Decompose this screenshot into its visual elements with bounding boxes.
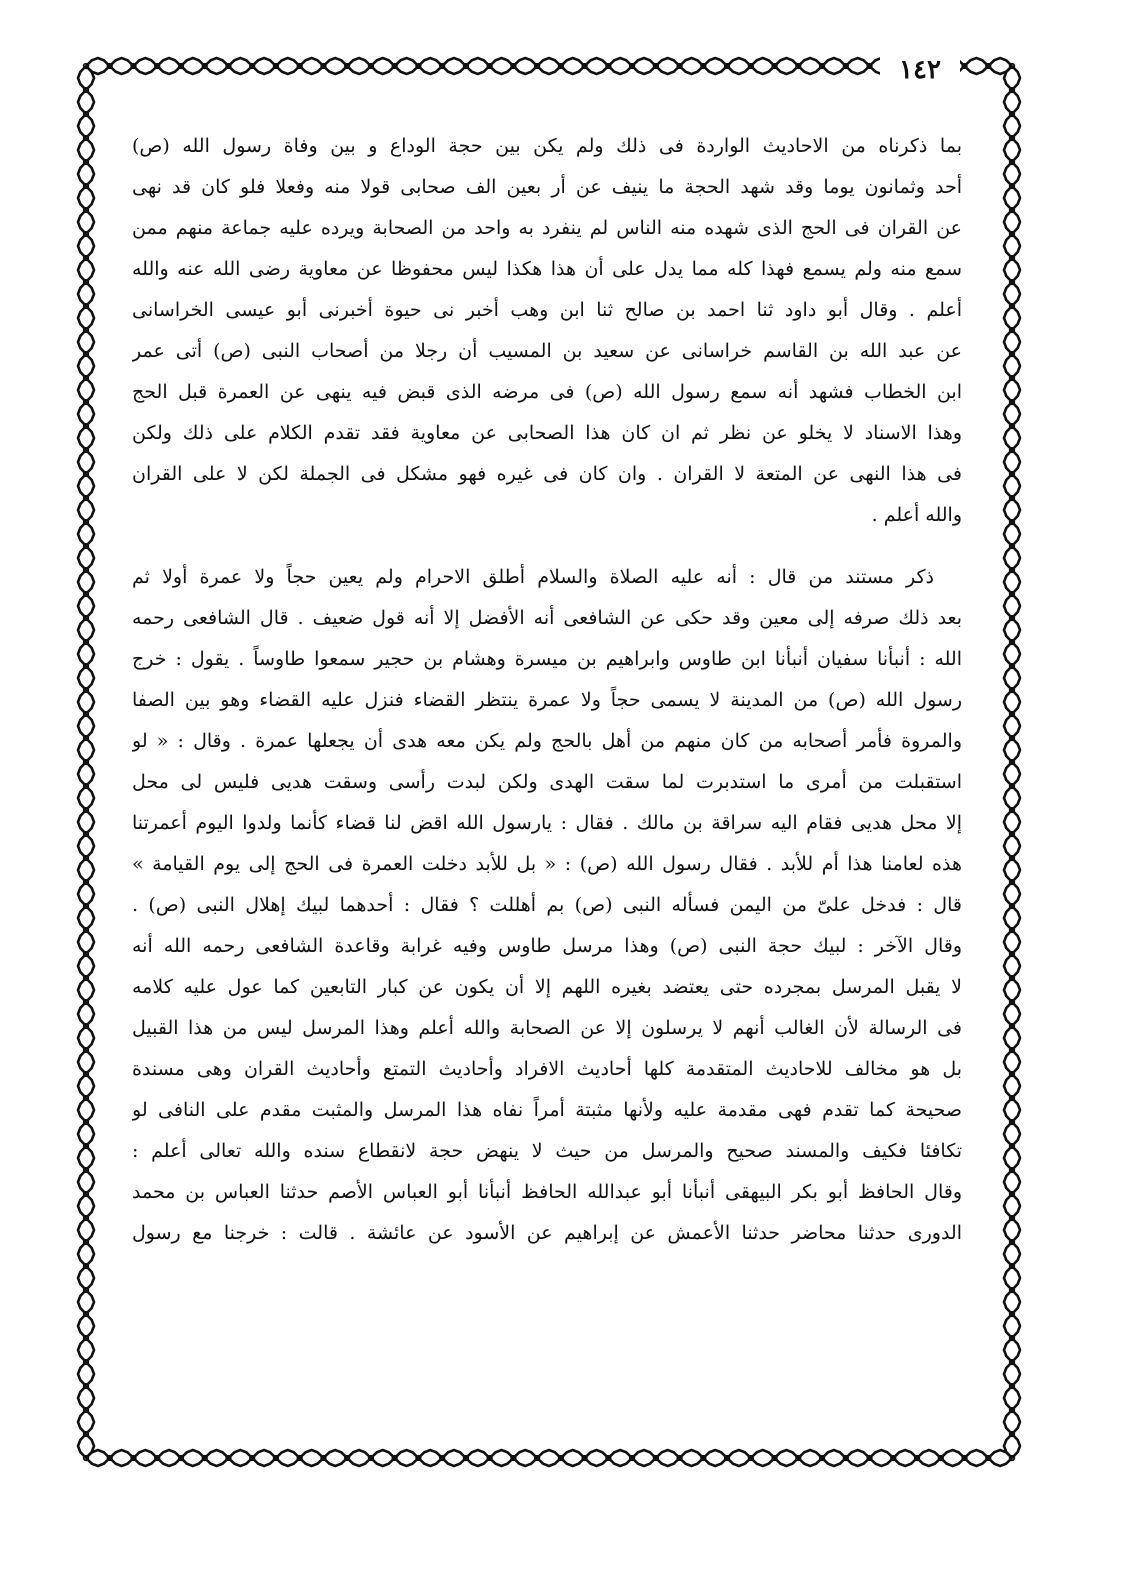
text-line: الدورى حدثنا محاضر حدثنا الأعمش عن إبراهيم عن الأسود عن عائشة . قالت : خرجنا مع رسول — [132, 1222, 962, 1244]
text-line: بعد ذلك صرفه إلى معين وقد حكى عن الشافعى أنه الأفضل إلا أنه قول ضعيف . قال الشافعى رحمه — [132, 607, 962, 629]
text-line: والله أعلم . — [871, 504, 962, 526]
text-line: والمروة فأمر أصحابه من كان منهم من أهل بالحج ولم يكن معه هدى أن يجعلها عمرة . وقال : « لو — [132, 730, 962, 752]
text-line: لا يقبل المرسل بمجرده حتى يعتضد بغيره اللهم إلا أن يكون عن كبار التابعين كما عول عليه كلامه — [132, 976, 962, 998]
page-number: ١٤٢ — [880, 52, 960, 88]
border-strand — [86, 1450, 1012, 1466]
text-line: قال : فدخل علىّ من اليمن فسأله النبى (ص) بم أهللت ؟ فقال : أحدهما لبيك إهلال النبى (ص) . — [132, 894, 962, 916]
text-line: بل هو مخالف للاحاديث المتقدمة كلها أحاديث الافراد وأحاديث التمتع وأحاديث القران وهى مسندة — [132, 1058, 962, 1080]
text-line: بما ذكرناه من الاحاديث الواردة فى ذلك ولم يكن بين حجة الوداع و بين وفاة رسول الله (ص) — [132, 135, 962, 157]
text-line: ذكر مستند من قال : أنه عليه الصلاة والسلام أطلق الاحرام ولم يعين حجاً ولا عمرة أولا ثم — [132, 566, 934, 588]
text-line: استقبلت من أمرى ما استدبرت لما سقت الهدى ولكن لبدت رأسى وسقت هديى فليس لى محل — [132, 771, 962, 793]
text-line: هذه لعامنا هذا أم للأبد . فقال رسول الله (ص) : « بل للأبد دخلت العمرة فى الحج إلى يوم القيامة » — [132, 853, 962, 875]
border-strand — [86, 58, 1012, 74]
border-strand — [86, 1450, 1012, 1466]
text-line: وقال الحافظ أبو بكر البيهقى أنبأنا أبو عبدالله الحافظ أنبأنا أبو العباس الأصم حدثنا العباس بن محمد — [132, 1181, 962, 1203]
text-line: عن القران فى الحج الذى شهده منه الناس لم ينفرد به واحد من الصحابة ويرده عليه جماعة منهم ممن — [132, 217, 962, 239]
paragraph-1 — [132, 126, 962, 536]
text-line: أعلم . وقال أبو داود ثنا احمد بن صالح ثنا ابن وهب أخبر نى حيوة أخبرنى أبو عيسى الخراسانى — [132, 299, 962, 321]
paragraph-2 — [132, 557, 962, 1254]
text-line: فى الرسالة لأن الغالب أنهم لا يرسلون إلا عن الصحابة والله أعلم وهذا المرسل ليس من هذا القبيل — [132, 1017, 962, 1039]
text-line: أحد وثمانون يوما وقد شهد الحجة ما ينيف عن أر بعين الف صحابى قولا منه وفعلا فلو كان قد نهى — [132, 176, 962, 198]
text-line: تكافئا فكيف والمسند صحيح والمرسل من حيث لا ينهض حجة لانقطاع سنده والله تعالى أعلم : — [132, 1140, 962, 1162]
text-line: فى هذا النهى عن المتعة لا القران . وان كان فى غيره فهو مشكل فى الجملة لكن لا على القران — [132, 463, 962, 485]
paragraph-gap — [132, 536, 962, 557]
text-line: وقال الآخر : لبيك حجة النبى (ص) وهذا مرسل طاوس وفيه غرابة وقاعدة الشافعى رحمه الله أنه — [132, 935, 962, 957]
text-line: الله : أنبأنا سفيان أنبأنا ابن طاوس وابراهيم بن ميسرة وهشام بن حجير سمعوا طاوساً . يقول : خرج — [132, 648, 962, 670]
text-line: إلا محل هديى فقام اليه سراقة بن مالك . فقال : يارسول الله اقض لنا قضاء كأنما ولدوا اليوم أعمرتنا — [132, 812, 962, 834]
body-text — [132, 126, 962, 1436]
text-line: سمع منه ولم يسمع فهذا كله مما يدل على أن هذا هكذا ليس محفوظا عن معاوية رضى الله عنه والله — [132, 258, 962, 280]
text-line: ابن الخطاب فشهد أنه سمع رسول الله (ص) فى مرضه الذى قبض فيه ينهى عن العمرة قبل الحج — [132, 381, 962, 403]
text-line: رسول الله (ص) من المدينة لا يسمى حجاً ولا عمرة ينتظر القضاء فنزل عليه القضاء وهو بين الصفا — [132, 689, 962, 711]
text-line: عن عبد الله بن القاسم خراسانى عن سعيد بن المسيب أن رجلا من أصحاب النبى (ص) أتى عمر — [132, 340, 962, 362]
text-line: وهذا الاسناد لا يخلو عن نظر ثم ان كان هذا الصحابى عن معاوية فقد تقدم الكلام على ذلك ولكن — [132, 422, 962, 444]
border-strand — [86, 58, 1012, 74]
text-line: صحيحة كما تقدم فهى مقدمة عليه ولأنها مثبتة أمراً نفاه هذا المرسل والمثبت مقدم على النافى لو — [132, 1099, 962, 1121]
